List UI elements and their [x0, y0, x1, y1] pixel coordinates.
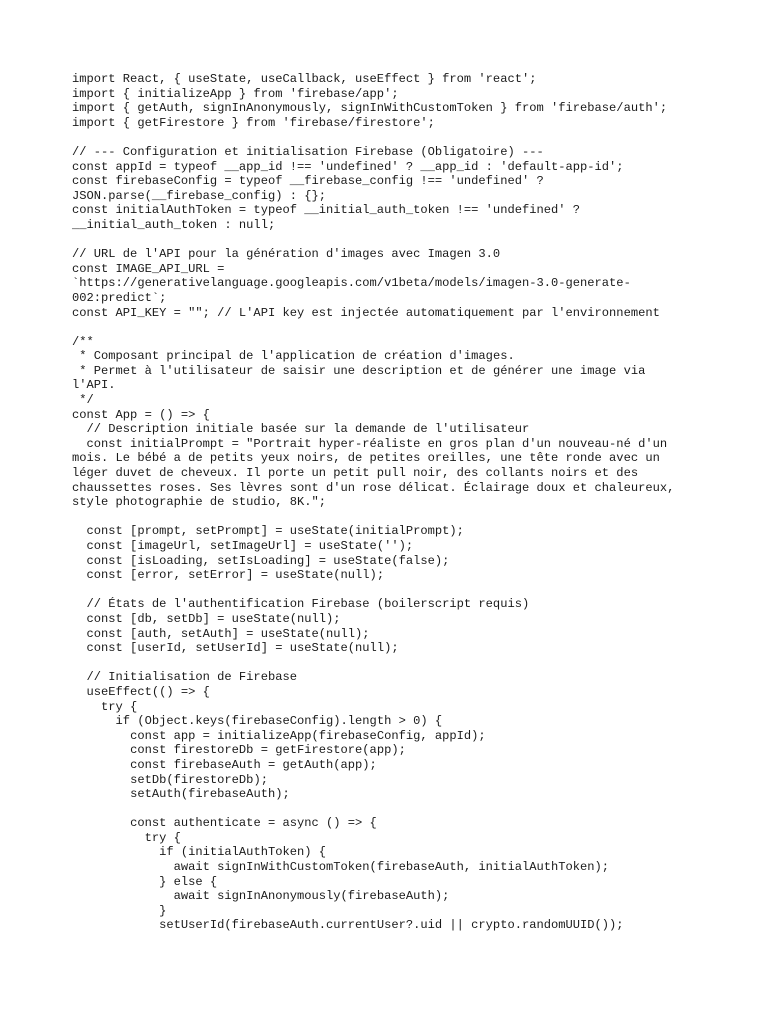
- code-line: await signInAnonymously(firebaseAuth);: [72, 889, 450, 904]
- blank-line: [72, 583, 712, 598]
- code-line: */: [72, 393, 94, 408]
- code-line: const initialAuthToken = typeof __initial_auth_token !== 'undefined' ?: [72, 203, 581, 218]
- code-line: if (initialAuthToken) {: [72, 845, 327, 860]
- code-line: // URL de l'API pour la génération d'images avec Imagen 3.0: [72, 247, 501, 262]
- code-line: useEffect(() => {: [72, 684, 210, 699]
- code-line: const IMAGE_API_URL =: [72, 261, 225, 276]
- code-line: JSON.parse(__firebase_config) : {};: [72, 188, 327, 203]
- code-line: setUserId(firebaseAuth.currentUser?.uid || crypto.randomUUID());: [72, 918, 624, 933]
- code-line: }: [72, 903, 167, 918]
- code-line: const API_KEY = ""; // L'API key est injectée automatiquement par l'environnement: [72, 305, 660, 320]
- blank-line: [72, 802, 712, 817]
- code-line: * Permet à l'utilisateur de saisir une description et de générer une image via: [72, 363, 646, 378]
- code-line: try {: [72, 699, 138, 714]
- code-line: 002:predict`;: [72, 290, 167, 305]
- code-line: // Description initiale basée sur la demande de l'utilisateur: [72, 422, 530, 437]
- code-line: /**: [72, 334, 94, 349]
- code-line: const [error, setError] = useState(null);: [72, 568, 385, 583]
- code-line: __initial_auth_token : null;: [72, 217, 276, 232]
- code-line: await signInWithCustomToken(firebaseAuth, initialAuthToken);: [72, 860, 610, 875]
- code-line: mois. Le bébé a de petits yeux noirs, de petites oreilles, une tête ronde avec un: [72, 451, 660, 466]
- code-line: import { getFirestore } from 'firebase/firestore';: [72, 115, 435, 130]
- code-line: l'API.: [72, 378, 116, 393]
- code-line: const appId = typeof __app_id !== 'undefined' ? __app_id : 'default-app-id';: [72, 159, 624, 174]
- code-line: } else {: [72, 874, 218, 889]
- code-line: léger duvet de cheveux. Il porte un petit pull noir, des collants noirs et des: [72, 466, 639, 481]
- code-line: // --- Configuration et initialisation Firebase (Obligatoire) ---: [72, 144, 544, 159]
- code-line: setAuth(firebaseAuth);: [72, 787, 290, 802]
- code-line: import { initializeApp } from 'firebase/app';: [72, 86, 399, 101]
- code-line: chaussettes roses. Ses lèvres sont d'un rose délicat. Éclairage doux et chaleureux,: [72, 480, 675, 495]
- code-line: const [prompt, setPrompt] = useState(initialPrompt);: [72, 524, 464, 539]
- blank-line: [72, 320, 712, 335]
- code-line: const firebaseConfig = typeof __firebase_config !== 'undefined' ?: [72, 174, 544, 189]
- code-line: if (Object.keys(firebaseConfig).length > 0) {: [72, 714, 443, 729]
- code-line: // États de l'authentification Firebase (boilerscript requis): [72, 597, 530, 612]
- code-line: const [isLoading, setIsLoading] = useState(false);: [72, 553, 450, 568]
- code-line: const firestoreDb = getFirestore(app);: [72, 743, 406, 758]
- code-line: setDb(firestoreDb);: [72, 772, 268, 787]
- code-line: style photographie de studio, 8K.";: [72, 495, 327, 510]
- code-line: const [userId, setUserId] = useState(null);: [72, 641, 399, 656]
- code-line: `https://generativelanguage.googleapis.com/v1beta/models/imagen-3.0-generate-: [72, 276, 631, 291]
- blank-line: [72, 130, 712, 145]
- code-line: try {: [72, 830, 181, 845]
- code-line: // Initialisation de Firebase: [72, 670, 297, 685]
- code-line: const App = () => {: [72, 407, 210, 422]
- code-line: const app = initializeApp(firebaseConfig, appId);: [72, 728, 486, 743]
- blank-line: [72, 233, 712, 248]
- code-line: import { getAuth, signInAnonymously, signInWithCustomToken } from 'firebase/auth';: [72, 101, 668, 116]
- code-line: const initialPrompt = "Portrait hyper-réaliste en gros plan d'un nouveau-né d'un: [72, 436, 668, 451]
- code-listing: [72, 72, 712, 933]
- code-line: const firebaseAuth = getAuth(app);: [72, 757, 377, 772]
- code-line: const [auth, setAuth] = useState(null);: [72, 626, 370, 641]
- code-line: const authenticate = async () => {: [72, 816, 377, 831]
- code-line: import React, { useState, useCallback, useEffect } from 'react';: [72, 72, 537, 86]
- code-line: * Composant principal de l'application de création d'images.: [72, 349, 515, 364]
- blank-line: [72, 510, 712, 525]
- code-line: const [imageUrl, setImageUrl] = useState('');: [72, 539, 414, 553]
- blank-line: [72, 656, 712, 671]
- code-line: const [db, setDb] = useState(null);: [72, 611, 341, 626]
